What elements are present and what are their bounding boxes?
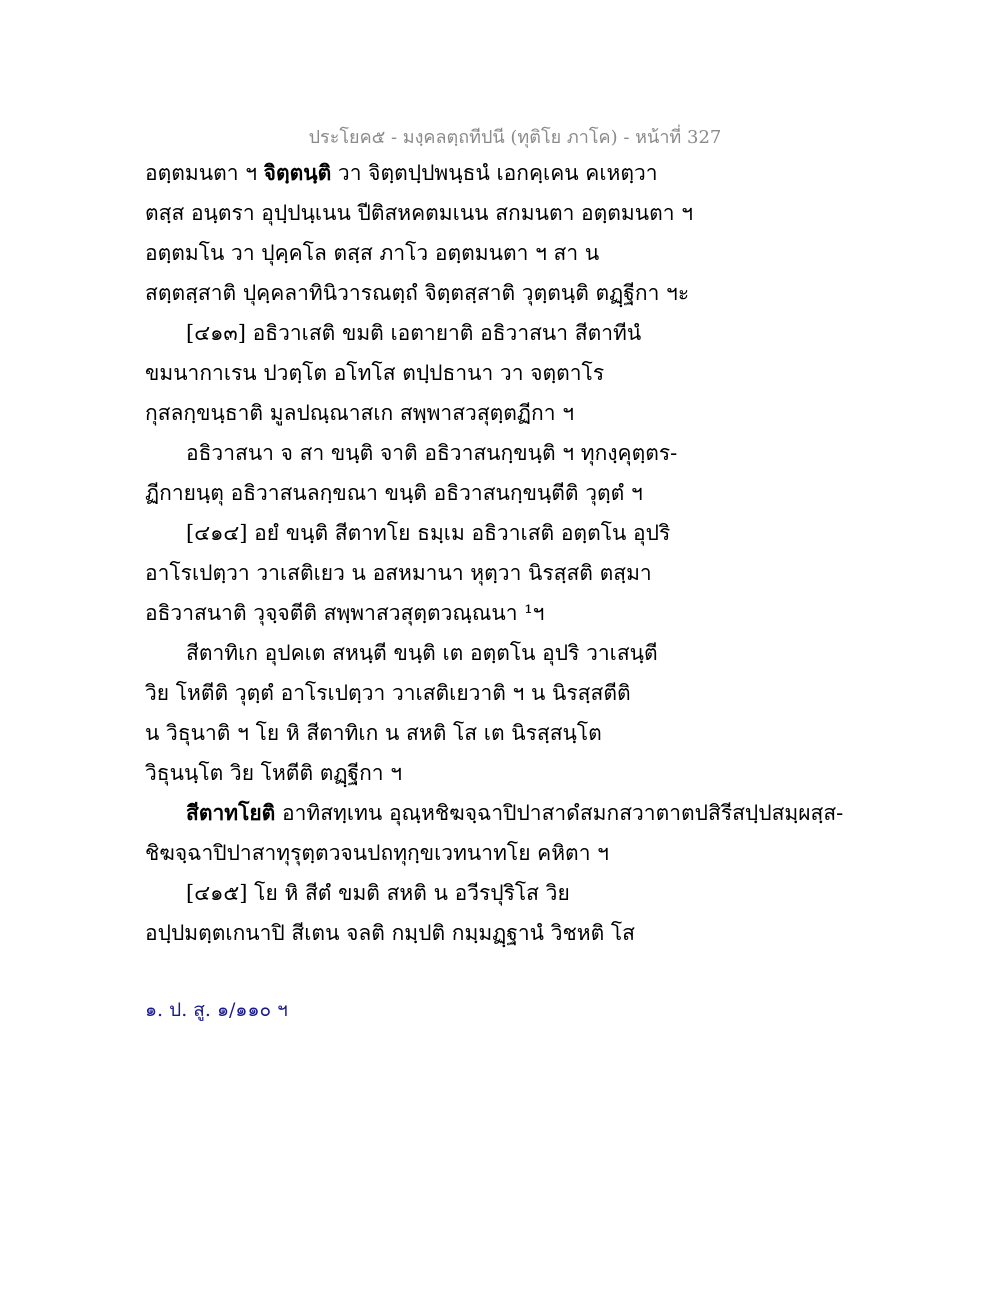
text-line-1	[145, 158, 865, 188]
text-line-14: วิย โหตีติ วุตฺตํ อาโรเปตฺวา วาเสติเยวาติ ฯ น นิรสฺสตีติ	[145, 681, 631, 705]
bold-term: สีตาทโยติ	[186, 800, 276, 825]
text-line-16: วิธุนนฺโต วิย โหตีติ ตฏฺฐีกา ฯ	[145, 761, 403, 785]
text-line-10: [๔๑๔] อยํ ขนฺติ สีตาทโย ธมฺเม อธิวาเสติ อตฺตโน อุปริ	[186, 521, 671, 545]
text-line-15: น วิธุนาติ ฯ โย หิ สีตาทิเก น สหติ โส เต นิรสฺสนฺโต	[145, 721, 602, 745]
text-line-9: ฏีกายนฺตุ อธิวาสนลกฺขณา ขนฺติ อธิวาสนกฺขนฺตีติ วุตฺตํ ฯ	[145, 481, 643, 505]
text-line-7: กุสลกฺขนฺธาติ มูลปณฺณาสเก สพฺพาสวสุตฺตฏีกา ฯ	[145, 401, 575, 425]
bold-term: จิตฺตนฺติ	[263, 160, 332, 185]
text-line-5: [๔๑๓] อธิวาเสติ ขมติ เอตายาติ อธิวาสนา สีตาทีนํ	[186, 321, 642, 345]
text-line-17	[186, 798, 866, 828]
footnote: ๑. ป. สู. ๑/๑๑๐ ฯ	[145, 999, 288, 1021]
text-line-3: อตฺตมโน วา ปุคฺคโล ตสฺส ภาโว อตฺตมนตา ฯ สา น	[145, 241, 600, 265]
text-line-11: อาโรเปตฺวา วาเสติเยว น อสหมานา หุตฺวา นิรสฺสติ ตสฺมา	[145, 561, 652, 585]
text-line-2: ตสฺส อนฺตรา อุปฺปนฺเนน ปีติสหคตมเนน สกมนตา อตฺตมนตา ฯ	[145, 201, 694, 225]
text-line-13: สีตาทิเก อุปคเต สหนฺตี ขนฺติ เต อตฺตโน อุปริ วาเสนฺตี	[186, 641, 658, 665]
text-line-4: สตฺตสฺสาติ ปุคฺคลาทินิวารณตฺถํ จิตฺตสฺสาติ วุตฺตนฺติ ตฏฺฐีกา ฯะ	[145, 281, 690, 305]
text-line-19: [๔๑๕] โย หิ สีตํ ขมติ สหติ น อวีรปุริโส วิย	[186, 881, 570, 905]
line-text: อาทิสทฺเทน อุณฺหชิฆจฺฉาปิปาสาดํสมกสวาตาตปสิรีสปฺปสมฺผสฺส-	[275, 801, 844, 825]
line-text: วา จิตฺตปฺปพนฺธนํ เอกคฺเคน คเหตฺวา	[331, 161, 658, 185]
text-line-6: ขมนากาเรน ปวตฺโต อโทโส ตปฺปธานา วา จตฺตาโร	[145, 361, 605, 385]
text-line-12: อธิวาสนาติ วุจฺจตีติ สพฺพาสวสุตฺตวณฺณนา ¹ฯ	[145, 601, 545, 625]
text-line-18: ชิฆจฺฉาปิปาสาทุรุตฺตวจนปถทุกฺขเวทนาทโย คหิตา ฯ	[145, 841, 609, 865]
text-line-20: อปฺปมตฺตเกนาปิ สีเตน จลติ กมฺปติ กมฺมฏฺฐานํ วิชหติ โส	[145, 921, 635, 945]
line-text: อตฺตมนตา ฯ	[145, 161, 264, 185]
text-line-8: อธิวาสนา จ สา ขนฺติ จาติ อธิวาสนกฺขนฺติ ฯ ทุกงฺคุตฺตร-	[186, 441, 678, 465]
page-header	[0, 122, 1000, 151]
page-header-text: ประโยค๕ - มงฺคลตฺถทีปนี (ทุติโย ภาโค) - หน้าที่ 327	[308, 127, 722, 148]
